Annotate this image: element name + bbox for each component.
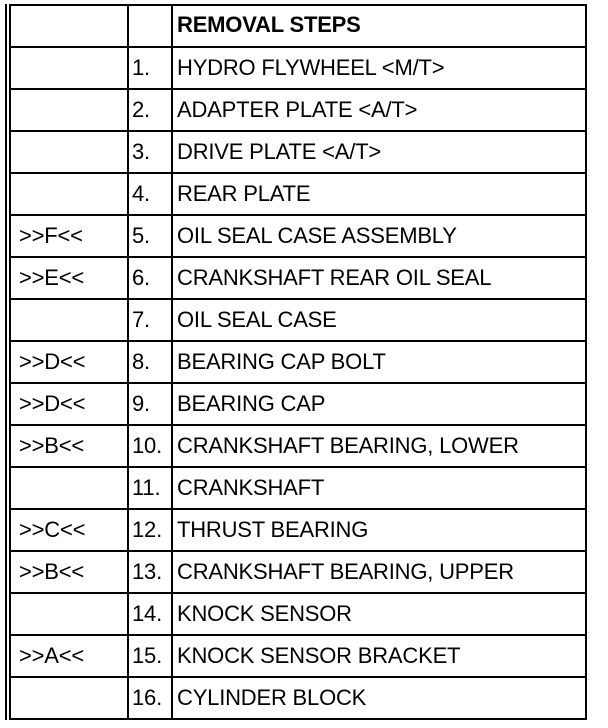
step-number: 16.	[128, 677, 172, 719]
step-name: CRANKSHAFT	[172, 467, 586, 509]
header-num-cell	[128, 5, 172, 47]
step-name: CRANKSHAFT BEARING, LOWER	[172, 425, 586, 467]
table-row	[8, 131, 586, 173]
step-name: CYLINDER BLOCK	[177, 685, 367, 710]
table-row	[8, 173, 586, 215]
table-row	[8, 47, 586, 89]
table-row	[8, 509, 586, 551]
ref-cell	[8, 593, 128, 635]
step-name: KNOCK SENSOR	[172, 593, 586, 635]
table-row	[8, 677, 586, 719]
step-name: BEARING CAP BOLT	[172, 341, 586, 383]
step-name: THRUST BEARING	[172, 509, 586, 551]
step-name: CRANKSHAFT REAR OIL SEAL	[172, 257, 586, 299]
table-row	[8, 635, 586, 677]
step-name: ADAPTER PLATE <A/T>	[172, 89, 586, 131]
step-name: HYDRO FLYWHEEL <M/T>	[172, 47, 586, 89]
step-name: BEARING CAP	[172, 383, 586, 425]
ref-cell	[8, 467, 128, 509]
ref-cell: >>D<<	[8, 383, 128, 425]
step-number: 5.	[128, 215, 172, 257]
ref-cell	[8, 89, 128, 131]
ref-cell: >>F<<	[8, 215, 128, 257]
step-number: 7.	[128, 299, 172, 341]
ref-cell: >>B<<	[8, 425, 128, 467]
step-name: REAR PLATE	[172, 173, 586, 215]
step-name: OIL SEAL CASE	[172, 299, 586, 341]
step-number: 8.	[128, 341, 172, 383]
step-number: 3.	[128, 131, 172, 173]
table-row	[8, 425, 586, 467]
step-number: 6.	[128, 257, 172, 299]
step-number: 13.	[128, 551, 172, 593]
removal-steps-table	[5, 4, 587, 720]
table-row	[8, 215, 586, 257]
table-row	[8, 551, 586, 593]
table-row	[8, 467, 586, 509]
ref-cell: >>D<<	[8, 341, 128, 383]
step-number: 14.	[128, 593, 172, 635]
ref-cell: >>C<<	[8, 509, 128, 551]
step-name: KNOCK SENSOR BRACKET	[172, 635, 586, 677]
step-number: 1.	[128, 47, 172, 89]
step-number: 15.	[128, 635, 172, 677]
table-row	[8, 593, 586, 635]
table-row	[8, 341, 586, 383]
ref-cell	[8, 677, 128, 719]
ref-cell	[8, 299, 128, 341]
ref-cell	[8, 173, 128, 215]
step-name: CRANKSHAFT BEARING, UPPER	[172, 551, 586, 593]
step-number: 11.	[128, 467, 172, 509]
step-number: 9.	[128, 383, 172, 425]
step-name: OIL SEAL CASE ASSEMBLY	[172, 215, 586, 257]
header-ref-cell	[8, 5, 128, 47]
table-row	[8, 257, 586, 299]
ref-cell: >>E<<	[8, 257, 128, 299]
table-row	[8, 89, 586, 131]
step-number: 2.	[128, 89, 172, 131]
step-name: DRIVE PLATE <A/T>	[172, 131, 586, 173]
step-number: 10.	[128, 425, 172, 467]
ref-cell: >>A<<	[8, 635, 128, 677]
table-row	[8, 299, 586, 341]
header-title: REMOVAL STEPS	[172, 5, 586, 47]
ref-cell	[8, 47, 128, 89]
step-number: 12.	[128, 509, 172, 551]
ref-cell: >>B<<	[8, 551, 128, 593]
step-number: 4.	[128, 173, 172, 215]
ref-cell	[8, 131, 128, 173]
header-row	[8, 5, 586, 47]
table-row	[8, 383, 586, 425]
